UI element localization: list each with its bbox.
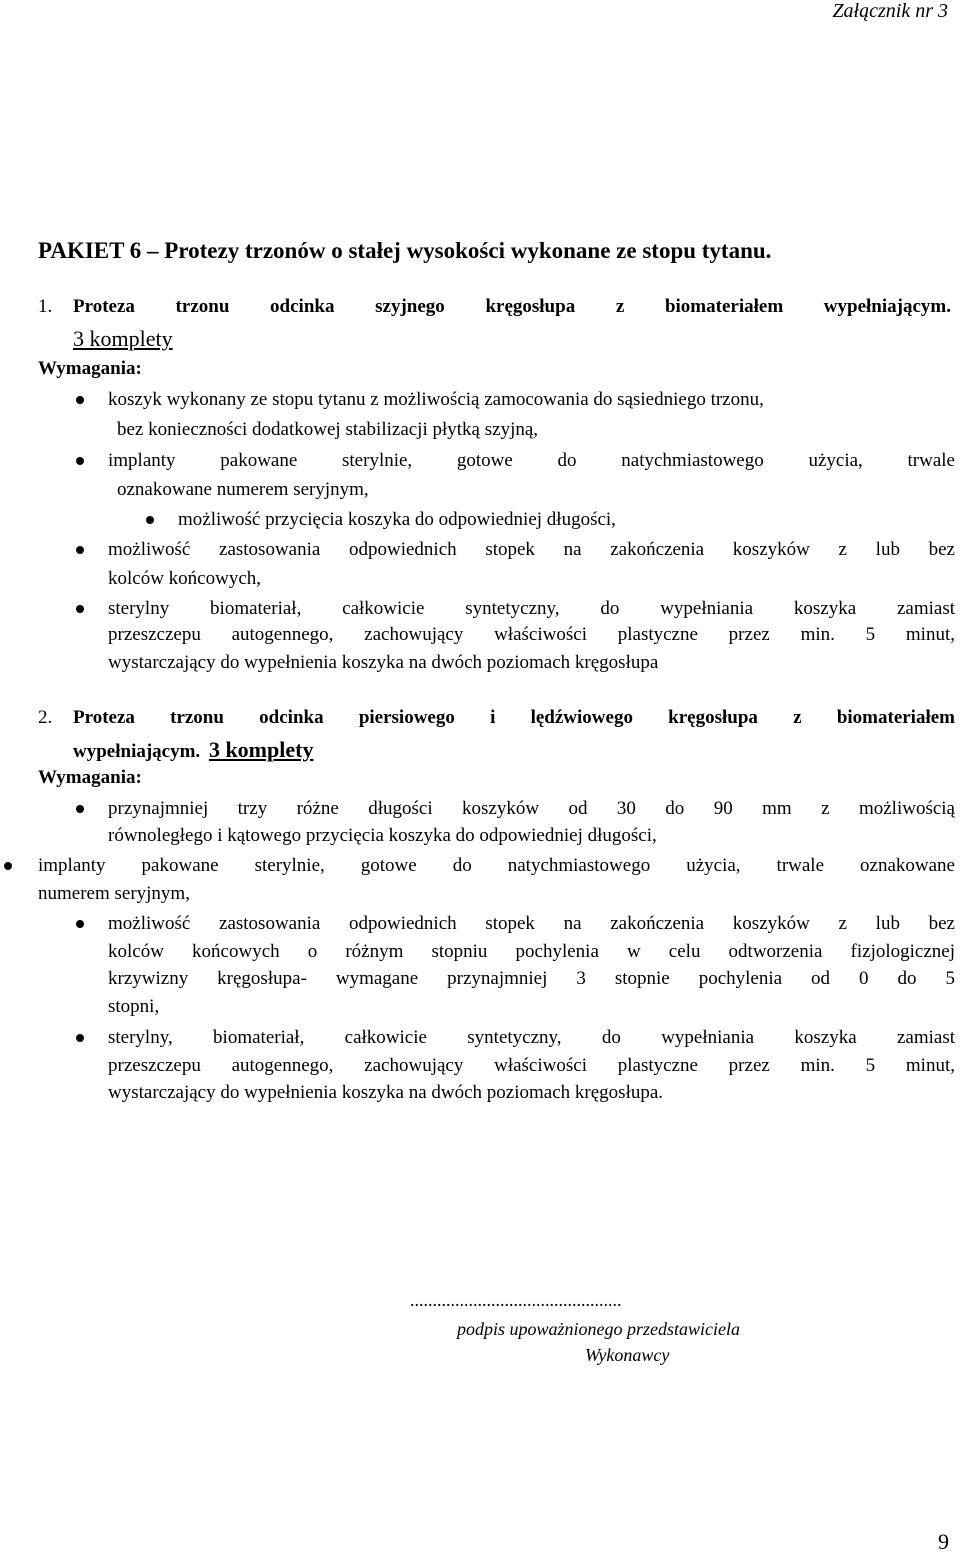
item1-req4-line2: kolców końcowych, [108, 568, 262, 589]
item1-req3-line1: możliwość przycięcia koszyka do odpowiedniej długości, [178, 509, 616, 530]
item2-req4-line3: wystarczający do wypełnienia koszyka na dwóch poziomach kręgosłupa. [108, 1082, 664, 1103]
item2-req4-line2: przeszczepu autogennego, zachowujący właściwości plastyczne przez min. 5 minut, [108, 1055, 955, 1076]
item1-req2-line2: oznakowane numerem seryjnym, [117, 479, 369, 500]
item2-req2-line2: numerem seryjnym, [38, 883, 190, 904]
attachment-label: Załącznik nr 3 [832, 0, 948, 22]
signature-line: ............................................... [410, 1290, 622, 1310]
item1-number: 1. [38, 296, 53, 317]
bullet-icon [76, 396, 84, 404]
item2-req3-line3: krzywizny kręgosłupa- wymagane przynajmniej 3 stopnie pochylenia od 0 do 5 [108, 968, 955, 989]
item1-req5-line2: przeszczepu autogennego, zachowujący właściwości plastyczne przez min. 5 minut, [108, 624, 955, 645]
item2-req2-line1: implanty pakowane sterylnie, gotowe do natychmiastowego użycia, trwale oznakowane [38, 855, 955, 876]
item1-req1-line2: bez konieczności dodatkowej stabilizacji płytką szyjną, [117, 419, 539, 440]
item2-req3-line4: stopni, [108, 996, 160, 1017]
bullet-icon [76, 920, 84, 928]
item1-req5-line1: sterylny biomateriał, całkowicie syntetyczny, do wypełniania koszyka zamiast [108, 598, 955, 619]
item2-req3-line1: możliwość zastosowania odpowiednich stopek na zakończenia koszyków z lub bez [108, 913, 955, 934]
signature-caption: podpis upoważnionego przedstawiciela [457, 1319, 740, 1339]
item2-req3-line2: kolców końcowych o różnym stopniu pochylenia w celu odtworzenia fizjologicznej [108, 941, 955, 962]
bullet-icon [76, 546, 84, 554]
item1-requirements-label: Wymagania: [38, 358, 142, 379]
bullet-icon [146, 516, 154, 524]
item1-heading: Proteza trzonu odcinka szyjnego kręgosłupa z biomateriałem wypełniającym. [73, 296, 951, 317]
item1-quantity: 3 komplety [73, 326, 173, 351]
item2-req1-line1: przynajmniej trzy różne długości koszyków od 30 do 90 mm z możliwością [108, 798, 955, 819]
item2-heading-line1: Proteza trzonu odcinka piersiowego i lędźwiowego kręgosłupa z biomateriałem [73, 707, 955, 728]
item2-req1-line2: równoległego i kątowego przycięcia koszyka do odpowiedniej długości, [108, 825, 657, 846]
bullet-icon [76, 805, 84, 813]
item2-requirements-label: Wymagania: [38, 767, 142, 788]
item2-number: 2. [38, 707, 53, 728]
item2-heading-tail: wypełniającym. [73, 741, 201, 762]
page-number: 9 [938, 1529, 949, 1554]
bullet-icon [4, 862, 12, 870]
item2-req4-line1: sterylny, biomateriał, całkowicie syntetyczny, do wypełniania koszyka zamiast [108, 1027, 955, 1048]
signature-caption-company: Wykonawcy [585, 1345, 670, 1365]
bullet-icon [76, 605, 84, 613]
item1-req1-line1: koszyk wykonany ze stopu tytanu z możliwością zamocowania do sąsiedniego trzonu, [108, 389, 764, 410]
bullet-icon [76, 1034, 84, 1042]
document-title: PAKIET 6 – Protezy trzonów o stałej wysokości wykonane ze stopu tytanu. [38, 238, 772, 263]
item2-quantity: 3 komplety [208, 737, 314, 762]
bullet-icon [76, 457, 84, 465]
item1-req4-line1: możliwość zastosowania odpowiednich stopek na zakończenia koszyków z lub bez [108, 539, 955, 560]
item1-req5-line3: wystarczający do wypełnienia koszyka na dwóch poziomach kręgosłupa [108, 652, 659, 673]
item2-heading-line2 [73, 737, 313, 763]
item1-req2-line1: implanty pakowane sterylnie, gotowe do natychmiastowego użycia, trwale [108, 450, 955, 471]
